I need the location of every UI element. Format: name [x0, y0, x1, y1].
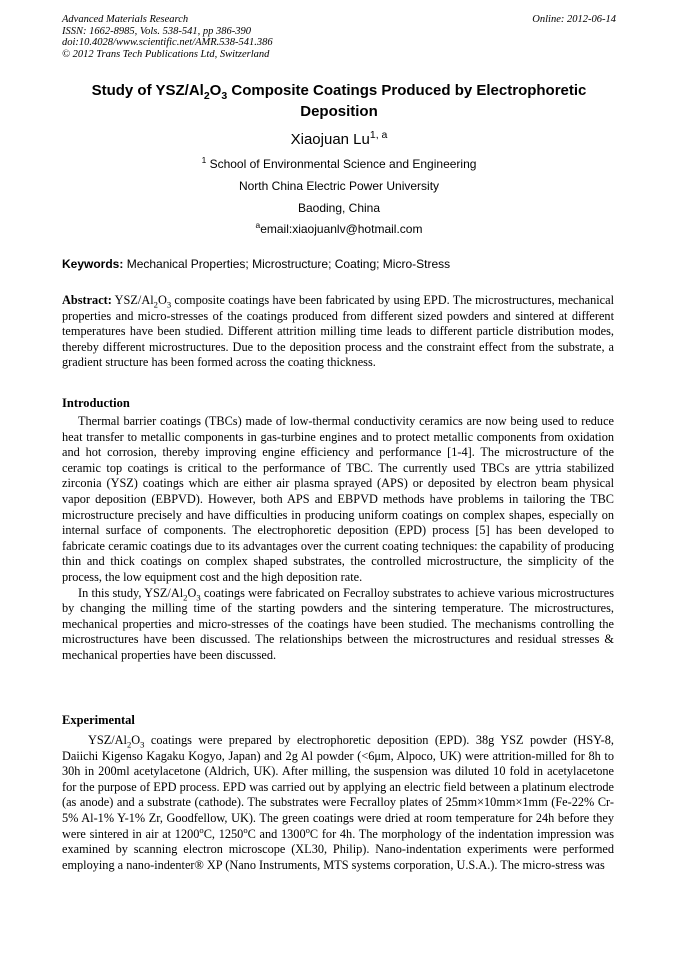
doi-line: doi:10.4028/www.scientific.net/AMR.538-541.386	[62, 37, 273, 48]
introduction-heading: Introduction	[62, 396, 130, 410]
author-affiliation-marker: 1, a	[369, 129, 388, 141]
affiliation-university: North China Electric Power University	[238, 179, 440, 193]
experimental-paragraph: YSZ/$Al_2O_3$ coatings were prepared by electrophoretic deposition (EPD). 38g YSZ powder (HSY-8, Daiichi Kigenso Kagaku Kogyo, Japan) and 2g Al powder (<6μm, Alpoco, UK) were attrition-milled for 8h to 30h in 200ml acetylacetone (Aldrich, UK). After milling, the suspension was diluted 10 fold in acetylacetone for the purpose of EPD process. EPD was carried out by applying an electric field between a platinum electrode (as anode) and a substrate (cathode). The substrates were Fecralloy plates of 25mm×10mm×1mm (Fe-22% Cr-5% Al-1% Y-1% Zr, Goodfellow, UK). The green coatings were dried at room temperature for 24h before they were sintered in air at 1200$^o$C, 1250$^o$C and 1300$^o$C for 4h. The morphology of the indentation impression was examined by scanning electron microscope (XL30, Philip). Nano-indentation experiments were performed employing a nano-indenter® XP (Nano Instruments, MTS systems corporation, U.S.A.). The micro-stress was	[62, 733, 614, 872]
copyright-line: © 2012 Trans Tech Publications Ltd, Switzerland	[62, 48, 270, 60]
online-date: Online: 2012-06-14	[532, 14, 616, 25]
journal-header	[62, 14, 616, 60]
introduction-paragraph-2: In this study, YSZ/$Al_2O_3$ coatings were fabricated on Fecralloy substrates to achieve various microstructures by changing the milling time of the starting powders and the sintering temperature. The microstructures, mechanical properties and micro-stresses of the coatings have been studied. The mechanisms controlling the microstructures have been discussed. The relationships between the microstructures and residual stresses & mechanical properties have been discussed.	[62, 585, 614, 662]
affiliation-city: Baoding, China	[297, 201, 381, 215]
introduction-section	[62, 414, 614, 664]
issn-line: ISSN: 1662-8985, Vols. 538-541, pp 386-390	[62, 25, 251, 37]
keywords-text: Mechanical Properties; Microstructure; Coating; Micro-Stress	[123, 257, 451, 271]
keywords-line	[62, 257, 616, 271]
author-name: Xiaojuan Lu$^{1, a}$	[290, 129, 388, 148]
abstract-paragraph: Abstract: YSZ/$Al_2O_3$ composite coatings have been fabricated by using EPD. The microstructures, mechanical properties and micro-stresses of the coatings produced from different sized powders and sintered at different temperatures have been studied. Different attrition milling time leads to different particle distribution modes, thereby different microstructures. Due to the deposition process and the constraint effect from the substrate, a gradient structure has been formed across the coating thickness.	[62, 293, 614, 370]
keywords-label: Keywords:	[62, 257, 124, 271]
journal-name: Advanced Materials Research	[62, 14, 189, 25]
affiliation-school: $^1$ School of Environmental Science and Engineering	[201, 155, 477, 171]
experimental-heading: Experimental	[62, 713, 135, 727]
paper-title: Study of YSZ/$Al_2O_3$ Composite Coatings Produced by Electrophoretic Deposition	[91, 82, 587, 120]
introduction-paragraph-1: Thermal barrier coatings (TBCs) made of low-thermal conductivity ceramics are now being used to reduce heat transfer to metallic components in gas-turbine engines and to protect metallic components from oxidation and hot corrosion, thereby improving engine efficiency and performance [1-4]. The microstructure of the ceramic top coatings is critical to the performance of TBC. The currently used TBCs are yttria stabilized zirconia (YSZ) coatings which are either air plasma sprayed (APS) or deposited by electron beam physical vapor deposition (EBPVD). However, both APS and EBPVD methods have problems in tailoring the TBC microstructure precisely and have difficulties in producing uniform coatings on complex shapes, especially on internal surface of components. The electrophoretic deposition (EPD) process [5] has been developed to fabricate ceramic coatings due to its advantages over the current coating techniques: the capability of producing thin and thick coatings on complex shaped substrates, the controlled microstructure, the simplicity of the process, the low equipment cost and the high deposition rate.	[62, 414, 614, 584]
abstract-label: Abstract:	[62, 293, 112, 307]
affiliation-email: $^a$email:xiaojuanlv@hotmail.com	[255, 220, 423, 236]
